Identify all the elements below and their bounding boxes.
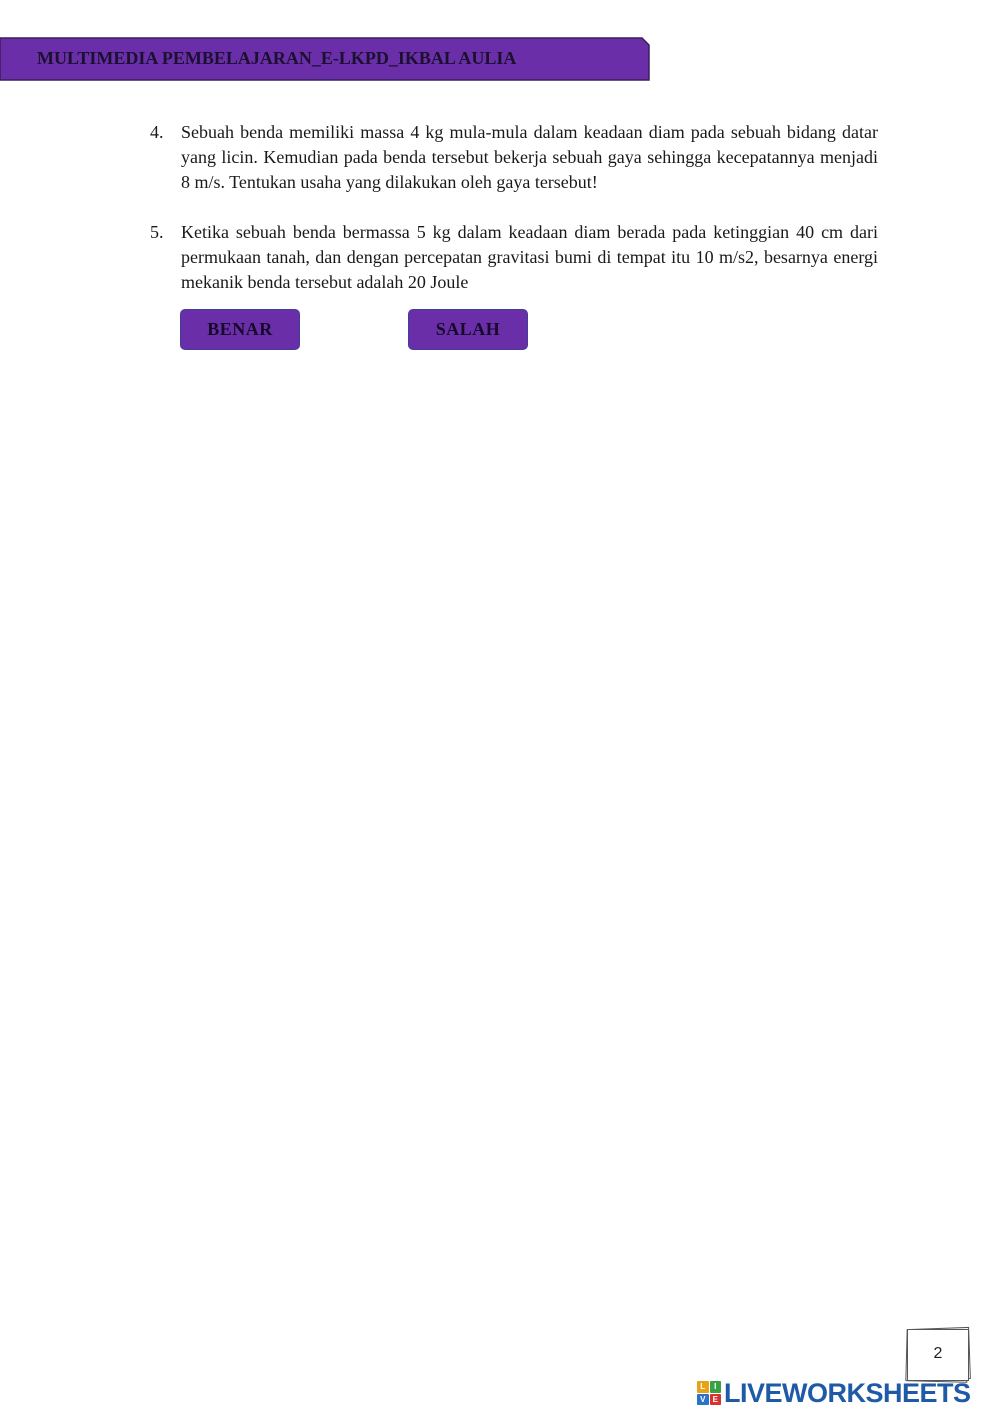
question-number: 5. — [150, 222, 164, 242]
logo-letter: L — [697, 1381, 709, 1393]
question-text: Ketika sebuah benda bermassa 5 kg dalam keadaan diam berada pada ketinggian 40 cm dari permukaan tanah, dan dengan percepatan gravitasi bumi di tempat itu 10 m/s2, besarnya energi mekanik benda tersebut adalah 20 Joule — [181, 222, 878, 292]
header-banner — [0, 36, 650, 82]
page-number: 2 — [933, 1345, 943, 1362]
page-number-box — [904, 1326, 972, 1382]
salah-button[interactable]: SALAH — [408, 309, 528, 350]
liveworksheets-logo-text: LIVEWORKSHEETS — [724, 1377, 971, 1408]
question-number: 4. — [150, 122, 164, 142]
logo-letter: I — [710, 1381, 722, 1393]
benar-button[interactable]: BENAR — [180, 309, 300, 350]
document-title: MULTIMEDIA PEMBELAJARAN_E-LKPD_IKBAL AULIA — [37, 48, 517, 68]
question-5 — [150, 220, 878, 295]
liveworksheets-logo-icon — [697, 1381, 721, 1405]
logo-letter: E — [710, 1394, 722, 1406]
liveworksheets-logo — [697, 1378, 971, 1408]
question-4 — [150, 120, 878, 195]
question-text: Sebuah benda memiliki massa 4 kg mula-mula dalam keadaan diam pada sebuah bidang datar yang licin. Kemudian pada benda tersebut bekerja sebuah gaya sehingga kecepatannya menjadi 8 m/s. Tentukan usaha yang dilakukan oleh gaya tersebut! — [181, 122, 878, 192]
logo-letter: V — [697, 1394, 709, 1406]
